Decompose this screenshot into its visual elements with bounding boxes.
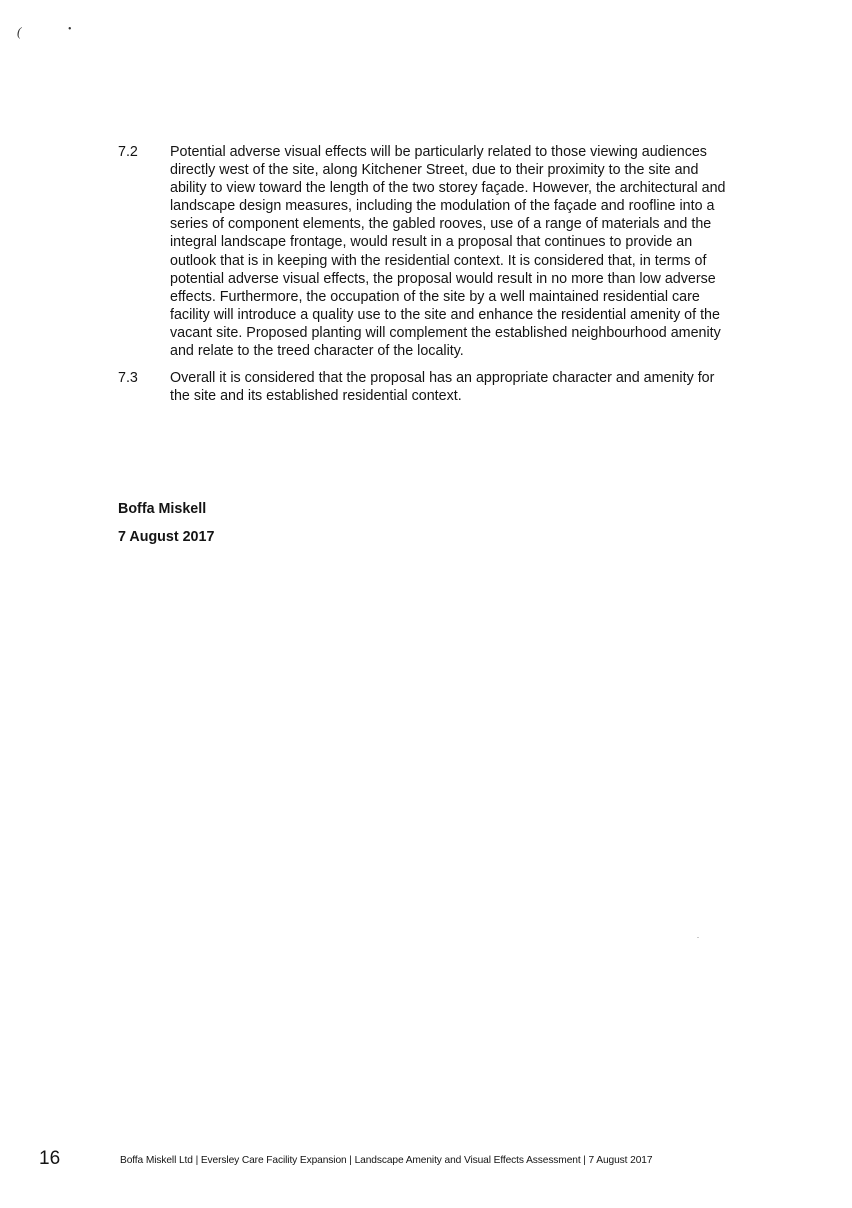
paragraph-text: Potential adverse visual effects will be particularly related to those viewing audiences directly west of the site, along Kitchener Street, due to their proximity to the site and ability to view toward the length of the two storey façade. However, the architectural and landscape design measures, including the modulation of the façade and roofline into a series of component elements, the gabled rooves, use of a range of materials and the integral landscape frontage, would result in a proposal that continues to provide an outlook that is in keeping with the residential context. It is considered that, in terms of potential adverse visual effects, the proposal would result in no more than low adverse effects. Furthermore, the occupation of the site by a well maintained residential care facility will introduce a quality use to the site and enhance the residential amenity of the vacant site. Proposed planting will complement the established neighbourhood amenity and relate to the treed character of the locality. — [170, 144, 726, 360]
footer-page-number: 16 — [39, 1148, 61, 1169]
paragraph-7-2 — [118, 143, 738, 360]
signoff-company: Boffa Miskell — [118, 501, 207, 517]
footer-text: Boffa Miskell Ltd | Eversley Care Facility Expansion | Landscape Amenity and Visual Effects Assessment | 7 August 2017 — [120, 1155, 653, 1166]
signoff-date: 7 August 2017 — [118, 529, 215, 545]
paragraph-text: Overall it is considered that the proposal has an appropriate character and amenity for the site and its established residential context. — [170, 370, 715, 405]
paragraph-number: 7.3 — [118, 370, 138, 386]
paragraph-number: 7.2 — [118, 144, 138, 160]
scan-mark: • — [68, 24, 72, 35]
paragraph-7-3 — [118, 369, 738, 405]
scan-mark: ( — [17, 24, 22, 39]
scan-mark: . — [697, 931, 699, 940]
